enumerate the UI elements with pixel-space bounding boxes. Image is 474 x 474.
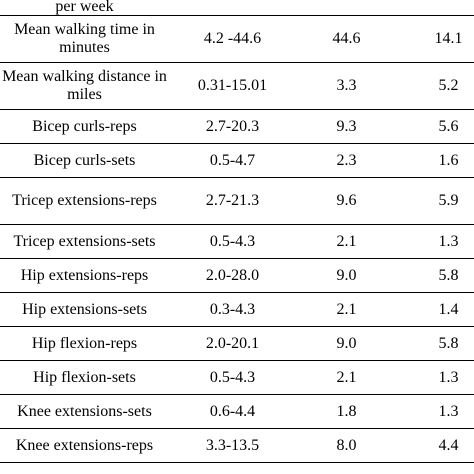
row-label: Knee extensions-reps bbox=[15, 436, 154, 454]
row-label: Tricep extensions-sets bbox=[13, 232, 156, 250]
table-row bbox=[0, 144, 474, 178]
value-cell-1: 9.0 bbox=[336, 266, 357, 284]
range-cell: 2.0-28.0 bbox=[205, 266, 260, 284]
value-cell-2: 5.9 bbox=[438, 192, 459, 209]
range-cell: 0.3-4.3 bbox=[209, 300, 256, 318]
value-cell-2: 1.3 bbox=[438, 368, 459, 386]
value-cell-2: 5.2 bbox=[438, 77, 459, 94]
value-cell-1: 2.1 bbox=[336, 300, 357, 318]
row-label: Bicep curls-reps bbox=[32, 117, 137, 135]
value-cell-1: 2.3 bbox=[336, 151, 357, 169]
table-row bbox=[0, 361, 474, 395]
row-label: Mean walking time in minutes bbox=[14, 21, 155, 56]
value-cell-2: 4.4 bbox=[438, 436, 459, 454]
row-label: Hip extensions-reps bbox=[20, 266, 149, 284]
row-label: Hip flexion-sets bbox=[33, 368, 136, 386]
table-row bbox=[0, 327, 474, 361]
range-cell: 0.31-15.01 bbox=[197, 77, 268, 94]
range-cell: 0.5-4.3 bbox=[209, 232, 256, 250]
value-cell-1: 1.8 bbox=[336, 402, 357, 420]
table-row bbox=[0, 259, 474, 293]
row-label: Hip flexion-reps bbox=[31, 334, 138, 352]
empty-cell bbox=[171, 0, 294, 16]
value-cell-1: 9.6 bbox=[336, 192, 357, 209]
table-row bbox=[0, 293, 474, 327]
range-cell: 2.7-20.3 bbox=[205, 117, 260, 135]
row-label: Tricep extensions-reps bbox=[12, 192, 157, 209]
empty-cell bbox=[399, 0, 474, 16]
header-fragment-cell: per week bbox=[55, 0, 114, 15]
range-cell: 4.2 -44.6 bbox=[203, 30, 262, 47]
value-cell-2: 1.3 bbox=[438, 232, 459, 250]
value-cell-1: 2.1 bbox=[336, 232, 357, 250]
row-label: Hip extensions-sets bbox=[22, 300, 147, 318]
header-fragment-row bbox=[0, 0, 474, 16]
value-cell-2: 5.8 bbox=[438, 334, 459, 352]
value-cell-1: 44.6 bbox=[332, 30, 361, 47]
row-label: Knee extensions-sets bbox=[17, 402, 152, 420]
value-cell-2: 1.6 bbox=[438, 151, 459, 169]
table-row bbox=[0, 178, 474, 225]
row-label: Bicep curls-sets bbox=[33, 151, 136, 169]
range-cell: 0.6-4.4 bbox=[209, 402, 256, 420]
value-cell-1: 9.0 bbox=[336, 334, 357, 352]
range-cell: 3.3-13.5 bbox=[205, 436, 260, 454]
table-row bbox=[0, 429, 474, 463]
value-cell-2: 1.3 bbox=[438, 402, 459, 420]
value-cell-2: 14.1 bbox=[434, 30, 463, 47]
range-cell: 2.0-20.1 bbox=[205, 334, 260, 352]
table-row bbox=[0, 63, 474, 110]
table-row bbox=[0, 16, 474, 63]
range-cell: 0.5-4.7 bbox=[209, 151, 256, 169]
value-cell-2: 1.4 bbox=[438, 300, 459, 318]
value-cell-2: 5.6 bbox=[438, 117, 459, 135]
row-label: Mean walking distance in miles bbox=[2, 68, 167, 103]
empty-cell bbox=[294, 0, 399, 16]
table-row bbox=[0, 225, 474, 259]
range-cell: 2.7-21.3 bbox=[205, 192, 260, 209]
value-cell-1: 9.3 bbox=[336, 117, 357, 135]
value-cell-1: 3.3 bbox=[336, 77, 357, 94]
value-cell-2: 5.8 bbox=[438, 266, 459, 284]
range-cell: 0.5-4.3 bbox=[209, 368, 256, 386]
table-row bbox=[0, 110, 474, 144]
value-cell-1: 2.1 bbox=[336, 368, 357, 386]
value-cell-1: 8.0 bbox=[336, 436, 357, 454]
table-row bbox=[0, 395, 474, 429]
